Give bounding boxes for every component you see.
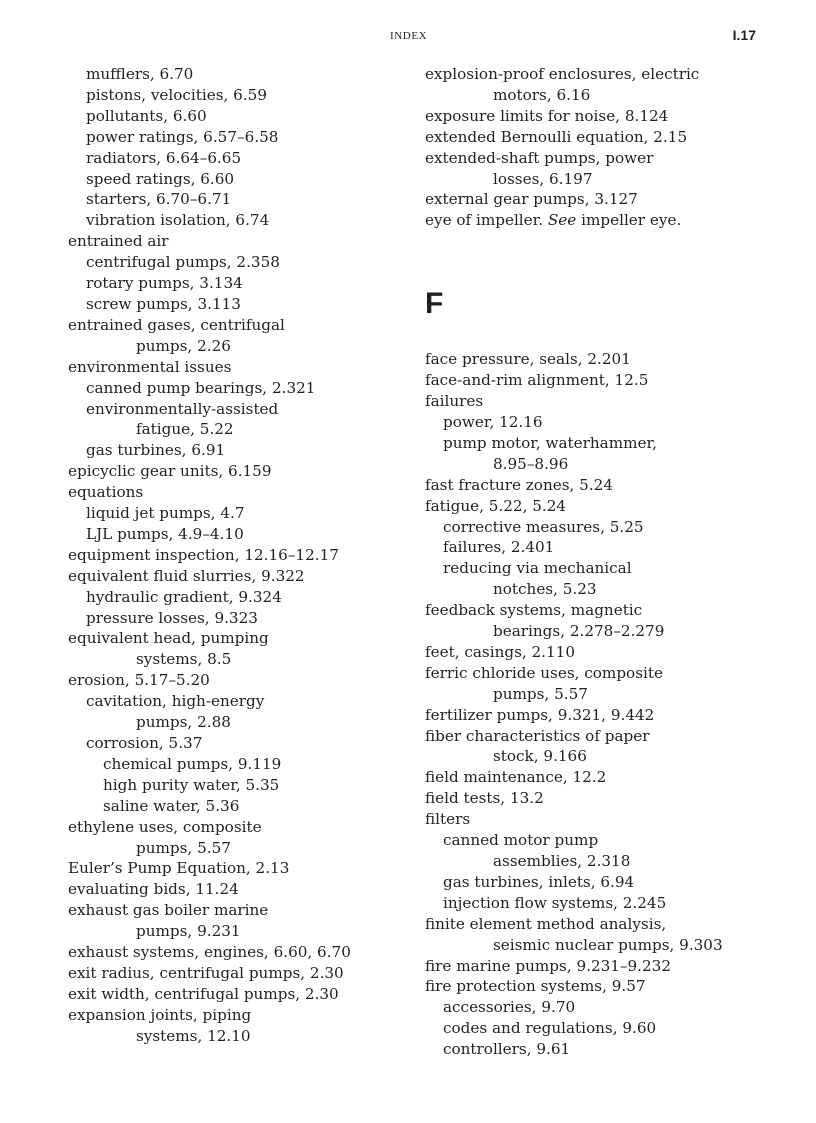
index-entry-continuation: motors, 6.16 [493,85,591,104]
index-entry-text: exhaust systems, engines, 6.60, 6.70 [68,943,351,962]
index-entry [68,252,408,273]
index-entry [68,482,408,503]
index-entry-text: corrosion, 5.37 [86,734,203,752]
index-entry-continuation: stock, 9.166 [493,747,587,766]
index-entry-text: vibration isolation, 6.74 [86,211,270,230]
index-entry [68,148,408,169]
index-entry-text: cavitation, high-energy [86,692,265,711]
index-entry [425,433,770,475]
see-entry-term: eye of impeller. [425,211,544,230]
index-entry-text: filters [425,810,471,829]
index-entry [68,231,408,252]
index-entry [425,391,770,412]
index-entry [68,566,408,587]
index-entry-text: exit radius, centrifugal pumps, 2.30 [68,963,344,982]
index-entry [425,663,770,705]
index-entry-text: pollutants, 6.60 [86,106,207,125]
index-entry-text: chemical pumps, 9.119 [103,754,282,773]
index-entry-text: finite element method analysis, [425,914,667,933]
index-entry [425,370,770,391]
index-entry-continuation: pumps, 2.26 [136,336,231,355]
index-entry [425,127,770,148]
index-entry-text: face-and-rim alignment, 12.5 [425,371,649,390]
index-entry [68,691,408,733]
index-entry-text: starters, 6.70–6.71 [86,190,232,209]
index-entry-continuation: notches, 5.23 [493,580,597,599]
index-entry-text: epicyclic gear units, 6.159 [68,462,272,481]
index-entry-text: accessories, 9.70 [443,998,576,1017]
index-entry-text: LJL pumps, 4.9–4.10 [86,524,244,543]
index-entry-continuation: losses, 6.197 [493,169,593,188]
index-entry-text: injection flow systems, 2.245 [443,893,667,912]
index-entry [68,796,408,817]
section-letter-f: F [425,287,444,321]
index-entry [425,600,770,642]
index-entry [68,357,408,378]
index-entry [425,1018,770,1039]
index-entry-text: field maintenance, 12.2 [425,768,607,787]
index-entry-text: failures [425,392,484,411]
index-entry-text: entrained gases, centrifugal [68,315,285,334]
index-entry-text: mufflers, 6.70 [86,65,194,83]
index-entry [68,106,408,127]
index-entry-text: gas turbines, 6.91 [86,441,226,460]
index-entry [68,378,408,399]
index-entry-text: extended Bernoulli equation, 2.15 [425,127,688,146]
index-entry [68,503,408,524]
index-entry [68,315,408,357]
index-entry-text: failures, 2.401 [443,538,555,557]
index-entry-text: environmentally-assisted [86,399,279,418]
index-column-right [425,64,770,1060]
see-entry-see: See [547,211,577,230]
index-entry [68,858,408,879]
index-entry-text: liquid jet pumps, 4.7 [86,504,245,523]
index-entry [425,496,770,517]
index-entry-continuation: assemblies, 2.318 [493,852,631,870]
index-entry [425,1039,770,1060]
index-entry-text: feet, casings, 2.110 [425,642,575,661]
index-entry-text: ferric chloride uses, composite [425,663,663,682]
index-entry-continuation: 8.95–8.96 [493,454,569,473]
index-entry [425,642,770,663]
index-entry-text: entrained air [68,232,169,251]
index-entry-text: field tests, 13.2 [425,789,544,808]
index-entry [425,872,770,893]
index-entry [68,169,408,190]
index-entry [68,85,408,106]
index-entry-text: corrective measures, 5.25 [443,517,644,536]
index-entry-text: exhaust gas boiler marine [68,901,269,920]
index-entry [68,399,408,441]
running-head: INDEX [390,30,428,42]
index-entry-text: screw pumps, 3.113 [86,294,241,313]
index-entry [425,914,770,956]
index-entry [68,963,408,984]
index-entry [425,893,770,914]
index-entry [425,558,770,600]
index-entry [68,1005,408,1047]
index-entry-text: equivalent head, pumping [68,629,269,648]
index-entry [68,587,408,608]
index-entry [425,726,770,768]
index-entry-continuation: pumps, 9.231 [136,922,241,941]
index-entry-text: extended-shaft pumps, power [425,148,654,167]
index-entry [425,830,770,872]
index-entry-continuation: pumps, 5.57 [493,684,588,703]
index-entry-text: equipment inspection, 12.16–12.17 [68,545,339,564]
index-entry [425,809,770,830]
index-entry-text: radiators, 6.64–6.65 [86,148,242,167]
index-entry-continuation: seismic nuclear pumps, 9.303 [493,935,723,954]
index-entry-text: fiber characteristics of paper [425,726,650,745]
index-entry-text: face pressure, seals, 2.201 [425,350,631,369]
index-entry-continuation: bearings, 2.278–2.279 [493,622,665,641]
index-entry-text: canned motor pump [443,831,599,850]
index-entry [425,349,770,370]
index-entry [425,106,770,127]
index-entry [68,942,408,963]
index-entry-text: equivalent fluid slurries, 9.322 [68,566,305,585]
index-entry [68,210,408,231]
index-entry [68,127,408,148]
index-entry-text: pressure losses, 9.323 [86,608,258,627]
index-entry-text: fire protection systems, 9.57 [425,977,646,996]
index-entry [425,537,770,558]
index-entry-text: pistons, velocities, 6.59 [86,85,267,104]
index-entry [425,64,770,106]
index-entry [425,475,770,496]
index-entry-text: equations [68,483,144,502]
index-entry-continuation: fatigue, 5.22 [136,420,234,439]
index-entry-text: high purity water, 5.35 [103,775,280,794]
index-entry-text: power ratings, 6.57–6.58 [86,127,279,146]
index-entry-text: exit width, centrifugal pumps, 2.30 [68,984,339,1003]
index-entry-continuation: systems, 8.5 [136,650,232,669]
index-entry [68,984,408,1005]
index-entry-text: fire marine pumps, 9.231–9.232 [425,956,672,975]
index-entry-text: rotary pumps, 3.134 [86,274,243,293]
index-entry-text: pump motor, waterhammer, [443,433,657,452]
index-entry [425,517,770,538]
index-entry-text: centrifugal pumps, 2.358 [86,253,280,272]
index-entry-text: reducing via mechanical [443,559,632,578]
index-entry-text: saline water, 5.36 [103,796,240,815]
index-entry [68,733,408,754]
index-entry-text: feedback systems, magnetic [425,601,643,620]
index-group-f [425,349,770,1060]
index-entry [68,524,408,545]
index-entry [68,608,408,629]
index-entry [68,545,408,566]
index-entry-text: controllers, 9.61 [443,1040,571,1059]
index-entry-text: fast fracture zones, 5.24 [425,475,613,494]
index-entry-text: erosion, 5.17–5.20 [68,671,210,690]
index-entry [68,670,408,691]
index-entry [68,775,408,796]
index-entry [68,879,408,900]
index-entry [68,64,408,85]
index-entry-see-reference [425,210,770,231]
index-entry-text: exposure limits for noise, 8.124 [425,106,669,125]
index-entry-text: expansion joints, piping [68,1005,252,1024]
index-entry [68,461,408,482]
index-entry [68,440,408,461]
index-entry [425,767,770,788]
index-entry-continuation: systems, 12.10 [136,1026,251,1045]
index-entry [425,189,770,210]
index-entry [425,412,770,433]
index-entry [425,148,770,190]
index-entry [68,754,408,775]
index-entry [68,294,408,315]
see-entry-target: impeller eye. [581,211,682,230]
index-entry [68,817,408,859]
index-entry [68,900,408,942]
page-number: I.17 [732,27,756,43]
index-entry-text: gas turbines, inlets, 6.94 [443,872,635,891]
index-entry-text: codes and regulations, 9.60 [443,1019,657,1038]
index-entry [68,189,408,210]
index-entry-text: fatigue, 5.22, 5.24 [425,496,567,515]
index-entry-text: hydraulic gradient, 9.324 [86,587,282,606]
index-entry-text: fertilizer pumps, 9.321, 9.442 [425,705,655,724]
index-entry [68,628,408,670]
index-column-left [68,64,408,1047]
index-entry [68,273,408,294]
index-entry-text: explosion-proof enclosures, electric [425,65,700,83]
index-entry-text: ethylene uses, composite [68,817,262,836]
index-entry [425,705,770,726]
index-entry [425,997,770,1018]
index-entry [425,956,770,977]
index-group-e-continued [425,64,770,210]
index-entry-text: canned pump bearings, 2.321 [86,378,316,397]
index-entry-continuation: pumps, 2.88 [136,713,231,732]
index-entry [425,788,770,809]
index-entry [425,976,770,997]
index-entry-text: Euler’s Pump Equation, 2.13 [68,859,290,878]
index-entry-text: evaluating bids, 11.24 [68,880,239,899]
index-entry-text: external gear pumps, 3.127 [425,190,638,209]
index-entry-text: power, 12.16 [443,412,543,431]
index-entry-text: environmental issues [68,357,232,376]
index-entry-text: speed ratings, 6.60 [86,169,235,188]
index-entry-continuation: pumps, 5.57 [136,838,231,857]
